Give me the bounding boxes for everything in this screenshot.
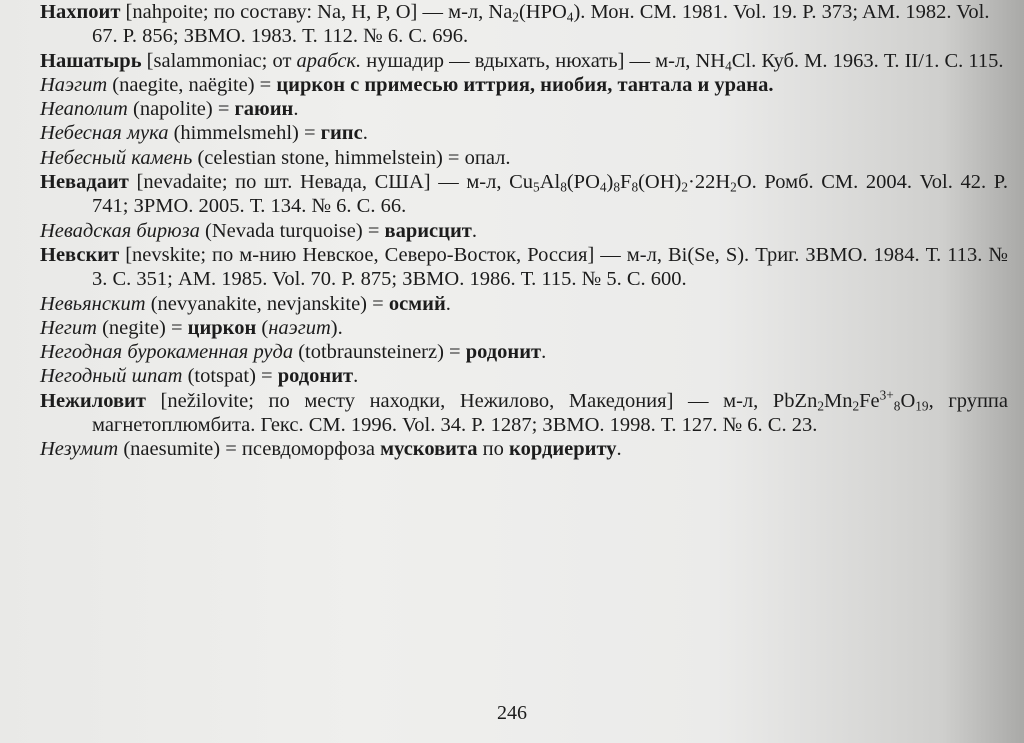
subscript: 4 bbox=[599, 179, 607, 195]
entry-reference: варисцит bbox=[384, 219, 472, 242]
subscript: 19 bbox=[915, 398, 929, 414]
entry-text: (totbraunsteinerz) = bbox=[293, 341, 466, 364]
entry-text: Fe bbox=[859, 389, 880, 412]
subscript: 2 bbox=[512, 9, 519, 25]
entry-term: Невадская бирюза bbox=[40, 219, 200, 242]
entry-term: Небесный камень bbox=[40, 146, 193, 169]
subscript: 2 bbox=[730, 179, 737, 195]
subscript: 4 bbox=[566, 9, 574, 25]
entry-text: [nežilovite; по месту находки, Нежилово, Македония] — м-л, PbZn bbox=[145, 389, 818, 412]
entry-term: Наэгит bbox=[40, 73, 108, 96]
entry-text: ). Мон. СМ. 1981. Vol. 19. P. 373; AM. 1982. Vol. 67. P. 856; ЗВМО. 1983. Т. 112. № 6. С. 696. bbox=[92, 1, 990, 48]
entry-nebesnaya-muka bbox=[40, 121, 1008, 145]
entry-text: ·22H bbox=[688, 171, 731, 194]
entry-text: (Nevada turquoise) = bbox=[199, 219, 385, 242]
entry-reference: осмий bbox=[388, 292, 446, 315]
entry-term: Негодный шпат bbox=[40, 365, 183, 388]
entry-text: . bbox=[353, 365, 359, 388]
entry-reference: гаюин bbox=[234, 98, 294, 121]
superscript: 3+ bbox=[879, 387, 894, 403]
entry-term: Невьянскит bbox=[40, 292, 146, 315]
entry-naegit bbox=[40, 73, 1008, 97]
entry-nashatyr bbox=[40, 49, 1008, 73]
entry-text: (celestian stone, himmelstein) = опал. bbox=[192, 146, 511, 169]
entry-negodnaya-ruda bbox=[40, 340, 1008, 364]
entry-italic: арабск. bbox=[296, 49, 362, 72]
entry-text: (himmelsmehl) = bbox=[168, 122, 321, 145]
entry-text: . bbox=[293, 98, 299, 121]
entry-nezumit bbox=[40, 437, 1008, 461]
entry-text: (HPO bbox=[518, 1, 567, 23]
entry-reference: гипс bbox=[320, 122, 363, 145]
entry-term: Неаполит bbox=[40, 98, 128, 121]
entry-text: (PO bbox=[566, 171, 600, 194]
entry-text: ) bbox=[606, 171, 614, 194]
entry-text: . bbox=[471, 219, 477, 242]
entry-text: (negite) = bbox=[96, 316, 188, 339]
entry-text: Cl. Куб. M. 1963. Т. II/1. С. 115. bbox=[731, 49, 1004, 72]
entry-text: . bbox=[362, 122, 368, 145]
entry-nebesny-kamen bbox=[40, 146, 1008, 170]
entry-term: Нашатырь bbox=[40, 49, 142, 72]
entry-text: O. Ромб. СМ. 2004. Vol. 42. P. 741; ЗРМО. 2005. Т. 134. № 6. С. 66. bbox=[92, 171, 1008, 218]
entry-text: Mn bbox=[823, 389, 853, 412]
entry-text: Al bbox=[539, 171, 561, 194]
entry-term: Негит bbox=[40, 316, 97, 339]
entry-term: Небесная мука bbox=[40, 122, 169, 145]
subscript: 5 bbox=[533, 179, 540, 195]
entry-text: по bbox=[477, 438, 510, 461]
entry-nezhilovit bbox=[40, 389, 1008, 438]
entry-text: . bbox=[541, 341, 547, 364]
entry-nahpoit bbox=[40, 0, 1008, 49]
entry-nevadskaya-biryuza bbox=[40, 219, 1008, 243]
entry-text: [nevskite; по м-нию Невское, Северо-Восток, Россия] — м-л, Bi(Se, S). Триг. ЗВМО. 1984. Т. 113. № 3. С. 351; AM. 1985. Vol. 70. P. 875; ЗВМО. 1986. Т. 115. № 5. С. 600. bbox=[92, 243, 1008, 291]
subscript: 8 bbox=[560, 179, 567, 195]
subscript: 8 bbox=[631, 179, 639, 195]
entry-reference: циркон с примесью иттрия, ниобия, тантала и урана. bbox=[276, 73, 774, 96]
entry-nevyanskit bbox=[40, 292, 1008, 316]
entry-text: ( bbox=[256, 316, 269, 339]
entry-italic: наэгит bbox=[268, 316, 331, 339]
entry-text: нушадир — вдыхать, нюхать] — м-л, NH bbox=[361, 49, 726, 72]
entry-text: [nevadaite; по шт. Невада, США] — м-л, Cu bbox=[128, 171, 534, 194]
entry-term: Незумит bbox=[40, 438, 119, 461]
entry-text: O bbox=[900, 389, 916, 412]
page-number: 246 bbox=[497, 702, 527, 724]
entry-text: (naesumite) = псевдоморфоза bbox=[118, 438, 381, 461]
entry-reference: кордиериту bbox=[509, 438, 617, 461]
subscript: 2 bbox=[852, 398, 860, 414]
entry-reference: мусковита bbox=[380, 438, 478, 461]
entry-text: (totspat) = bbox=[182, 365, 278, 388]
entry-negodny-shpat bbox=[40, 364, 1008, 388]
entry-text: (napolite) = bbox=[127, 98, 235, 121]
entry-nevadait bbox=[40, 170, 1008, 219]
entry-term: Невскит bbox=[40, 243, 120, 266]
entry-negit bbox=[40, 316, 1008, 340]
entry-text: ). bbox=[330, 316, 343, 339]
entry-text: [salammoniac; от bbox=[141, 49, 297, 72]
entry-term: Негодная бурокаменная руда bbox=[40, 341, 294, 364]
entry-neapolit bbox=[40, 97, 1008, 121]
entry-term: Невадаит bbox=[40, 171, 129, 194]
entry-nevskit bbox=[40, 243, 1008, 292]
subscript: 4 bbox=[725, 57, 732, 73]
entry-reference: родонит bbox=[277, 365, 354, 388]
entry-reference: циркон bbox=[187, 316, 257, 339]
entry-term: Нежиловит bbox=[40, 389, 146, 412]
subscript: 8 bbox=[613, 179, 621, 195]
entry-reference: родонит bbox=[465, 341, 542, 364]
dictionary-entries bbox=[40, 0, 1008, 462]
entry-text: (nevyanakite, nevjanskite) = bbox=[145, 292, 389, 315]
subscript: 2 bbox=[681, 179, 689, 195]
entry-term: Нахпоит bbox=[40, 1, 121, 23]
entry-text: (OH) bbox=[638, 171, 682, 194]
entry-text: (naegite, naëgite) = bbox=[107, 73, 277, 96]
entry-text: , группа магнетоплюмбита. Гекс. СМ. 1996. Vol. 34. P. 1287; ЗВМО. 1998. Т. 127. № 6. С. 23. bbox=[92, 389, 1008, 437]
entry-text: F bbox=[620, 171, 632, 194]
subscript: 8 bbox=[893, 398, 901, 414]
entry-text: . bbox=[616, 438, 622, 461]
entry-text: . bbox=[445, 292, 451, 315]
entry-text: [nahpoite; по составу: Na, H, P, O] — м-л, Na bbox=[120, 1, 513, 23]
subscript: 2 bbox=[817, 398, 824, 414]
